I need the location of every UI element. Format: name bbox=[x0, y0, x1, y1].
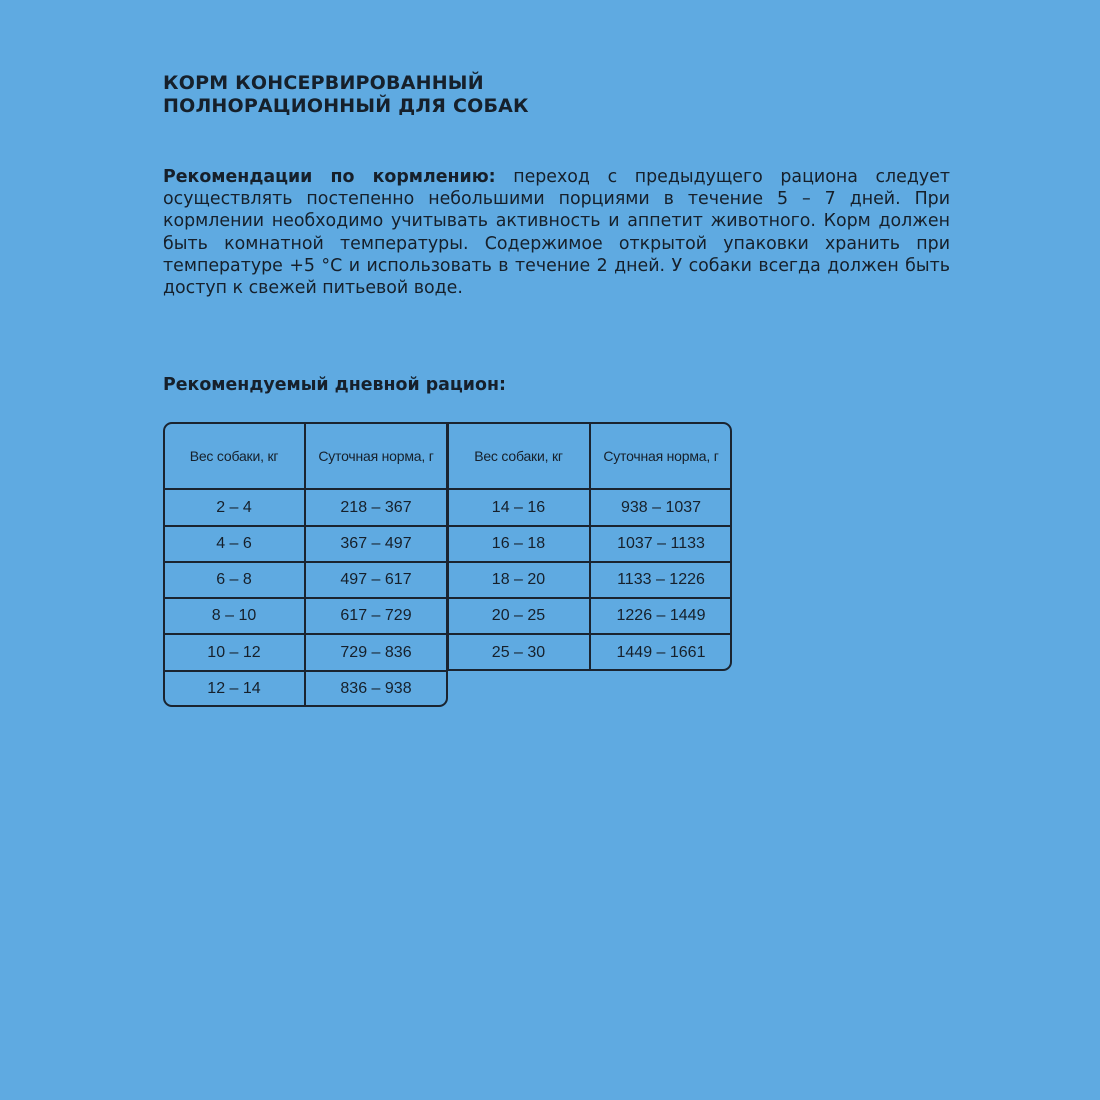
header-weight: Вес собаки, кг bbox=[189, 447, 279, 464]
cell-weight: 10 – 12 bbox=[207, 643, 261, 661]
daily-ration-table bbox=[163, 422, 732, 707]
cell-weight: 6 – 8 bbox=[216, 571, 252, 588]
cell-daily-norm: 729 – 836 bbox=[340, 643, 412, 661]
header-weight: Вес собаки, кг bbox=[474, 447, 563, 464]
title-line-2: ПОЛНОРАЦИОННЫЙ ДЛЯ СОБАК bbox=[163, 95, 529, 117]
cell-weight: 14 – 16 bbox=[491, 498, 546, 516]
cell-daily-norm: 1133 – 1226 bbox=[617, 571, 705, 588]
cell-weight: 16 – 18 bbox=[491, 535, 546, 552]
page-title bbox=[163, 72, 529, 118]
cell-daily-norm: 1449 – 1661 bbox=[616, 643, 706, 661]
cell-weight: 20 – 25 bbox=[491, 607, 546, 624]
header-daily-norm: Суточная норма, г bbox=[318, 447, 434, 464]
feeding-recommendations bbox=[163, 166, 950, 299]
feeding-text: переход с предыдущего рациона следует осуществлять постепенно небольшими порциями в течение 5 – 7 дней. При кормлении необходимо учитывать активность и аппетит животного. Корм должен быть комнатной температуры. Содержимое открытой упаковки хранить при температуре +5 °С и использовать в течение 2 дней. У собаки всегда должен быть доступ к свежей питьевой воде. bbox=[163, 167, 950, 299]
cell-daily-norm: 497 – 617 bbox=[340, 571, 412, 588]
ration-heading: Рекомендуемый дневной рацион: bbox=[163, 375, 506, 395]
cell-daily-norm: 836 – 938 bbox=[340, 680, 412, 697]
cell-daily-norm: 938 – 1037 bbox=[620, 498, 702, 516]
title-line-1: КОРМ КОНСЕРВИРОВАННЫЙ bbox=[163, 72, 484, 94]
cell-weight: 12 – 14 bbox=[207, 680, 261, 697]
cell-weight: 8 – 10 bbox=[211, 607, 257, 624]
cell-weight: 18 – 20 bbox=[491, 571, 546, 588]
cell-daily-norm: 218 – 367 bbox=[340, 498, 412, 516]
cell-daily-norm: 617 – 729 bbox=[340, 607, 412, 624]
cell-weight: 25 – 30 bbox=[491, 643, 546, 661]
feeding-label: Рекомендации по кормлению: bbox=[163, 167, 496, 187]
cell-weight: 4 – 6 bbox=[216, 535, 252, 552]
cell-daily-norm: 1226 – 1449 bbox=[616, 607, 706, 624]
cell-weight: 2 – 4 bbox=[216, 498, 252, 516]
cell-daily-norm: 367 – 497 bbox=[340, 535, 412, 552]
header-daily-norm: Суточная норма, г bbox=[603, 447, 719, 464]
cell-daily-norm: 1037 – 1133 bbox=[617, 535, 705, 552]
